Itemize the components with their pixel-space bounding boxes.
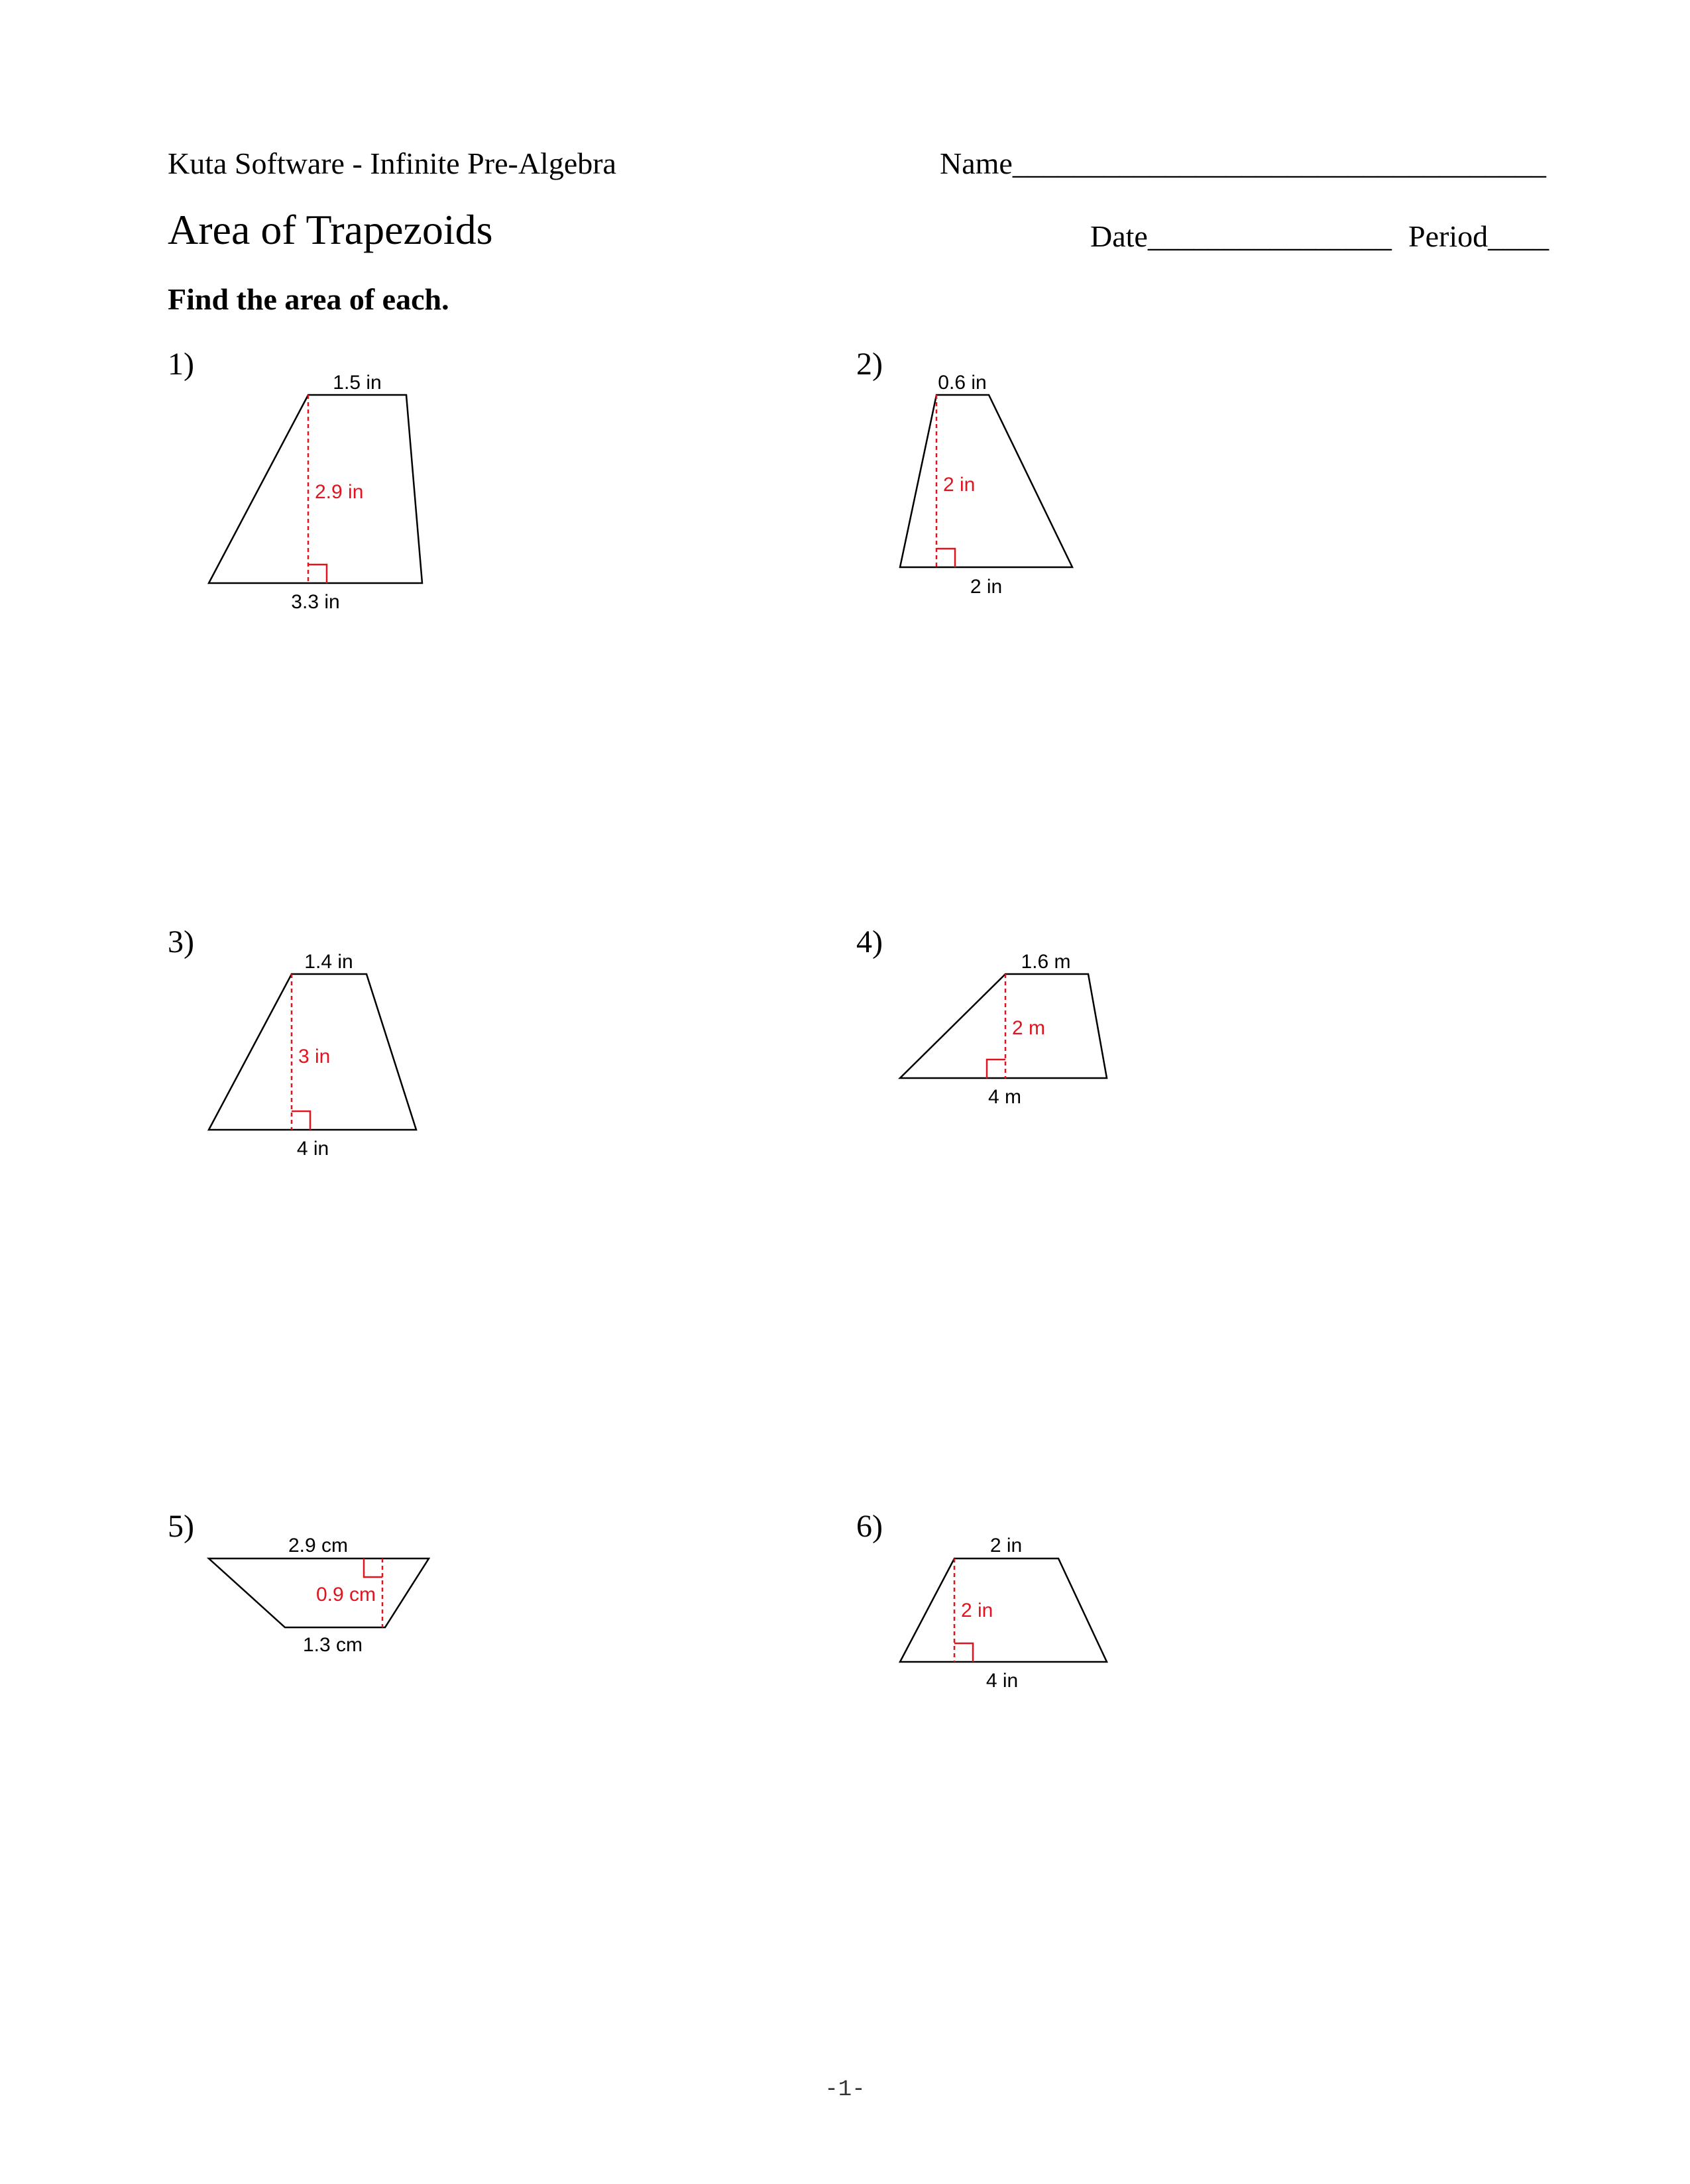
trapezoid-figure-5 <box>209 1535 429 1656</box>
height-label: 0.9 cm <box>315 1584 376 1606</box>
top-base-label: 2 in <box>989 1535 1023 1556</box>
problem-number: 6) <box>856 1509 883 1544</box>
bottom-base-label: 4 m <box>987 1086 1022 1108</box>
period-field[interactable]: Period____ <box>1408 219 1549 253</box>
height-label: 2.9 in <box>315 481 364 503</box>
name-field[interactable]: Name___________________________________ <box>940 146 1546 180</box>
problem-number: 1) <box>168 347 194 382</box>
height-label: 3 in <box>298 1046 331 1067</box>
bottom-base-label: 2 in <box>970 576 1003 598</box>
height-label: 2 m <box>1012 1017 1046 1039</box>
top-base-label: 2.9 cm <box>288 1535 349 1556</box>
problem-number: 5) <box>168 1509 194 1544</box>
trapezoid-outline <box>900 974 1107 1078</box>
problem-number: 2) <box>856 347 883 382</box>
height-label: 2 in <box>943 474 976 496</box>
top-base-label: 0.6 in <box>938 372 987 394</box>
right-angle-marker <box>936 549 955 567</box>
bottom-base-label: 3.3 in <box>291 591 340 613</box>
bottom-base-label: 4 in <box>296 1138 329 1160</box>
top-base-label: 1.4 in <box>304 951 353 973</box>
trapezoid-figure-2 <box>900 372 1072 598</box>
right-angle-marker <box>308 565 327 583</box>
right-angle-marker <box>954 1643 973 1662</box>
worksheet-source: Kuta Software - Infinite Pre-Algebra <box>168 146 616 180</box>
problem-number: 4) <box>856 924 883 959</box>
trapezoid-outline <box>900 1558 1107 1662</box>
date-field[interactable]: Date________________ <box>1090 219 1392 253</box>
trapezoid-figure-1 <box>209 372 422 613</box>
bottom-base-label: 1.3 cm <box>302 1634 363 1656</box>
right-angle-marker <box>292 1111 310 1130</box>
problem-number: 3) <box>168 924 194 959</box>
trapezoid-figure-4 <box>900 951 1107 1108</box>
height-label: 2 in <box>961 1600 993 1621</box>
trapezoid-figure-3 <box>209 951 416 1160</box>
page-title: Area of Trapezoids <box>168 206 493 253</box>
page-number: -1- <box>824 2077 866 2102</box>
trapezoid-outline <box>900 395 1072 567</box>
top-base-label: 1.6 m <box>1021 951 1071 973</box>
top-base-label: 1.5 in <box>333 372 382 394</box>
instructions: Find the area of each. <box>168 282 449 316</box>
trapezoid-figure-6 <box>900 1535 1107 1692</box>
right-angle-marker <box>364 1558 382 1577</box>
bottom-base-label: 4 in <box>986 1670 1019 1692</box>
right-angle-marker <box>987 1060 1005 1078</box>
